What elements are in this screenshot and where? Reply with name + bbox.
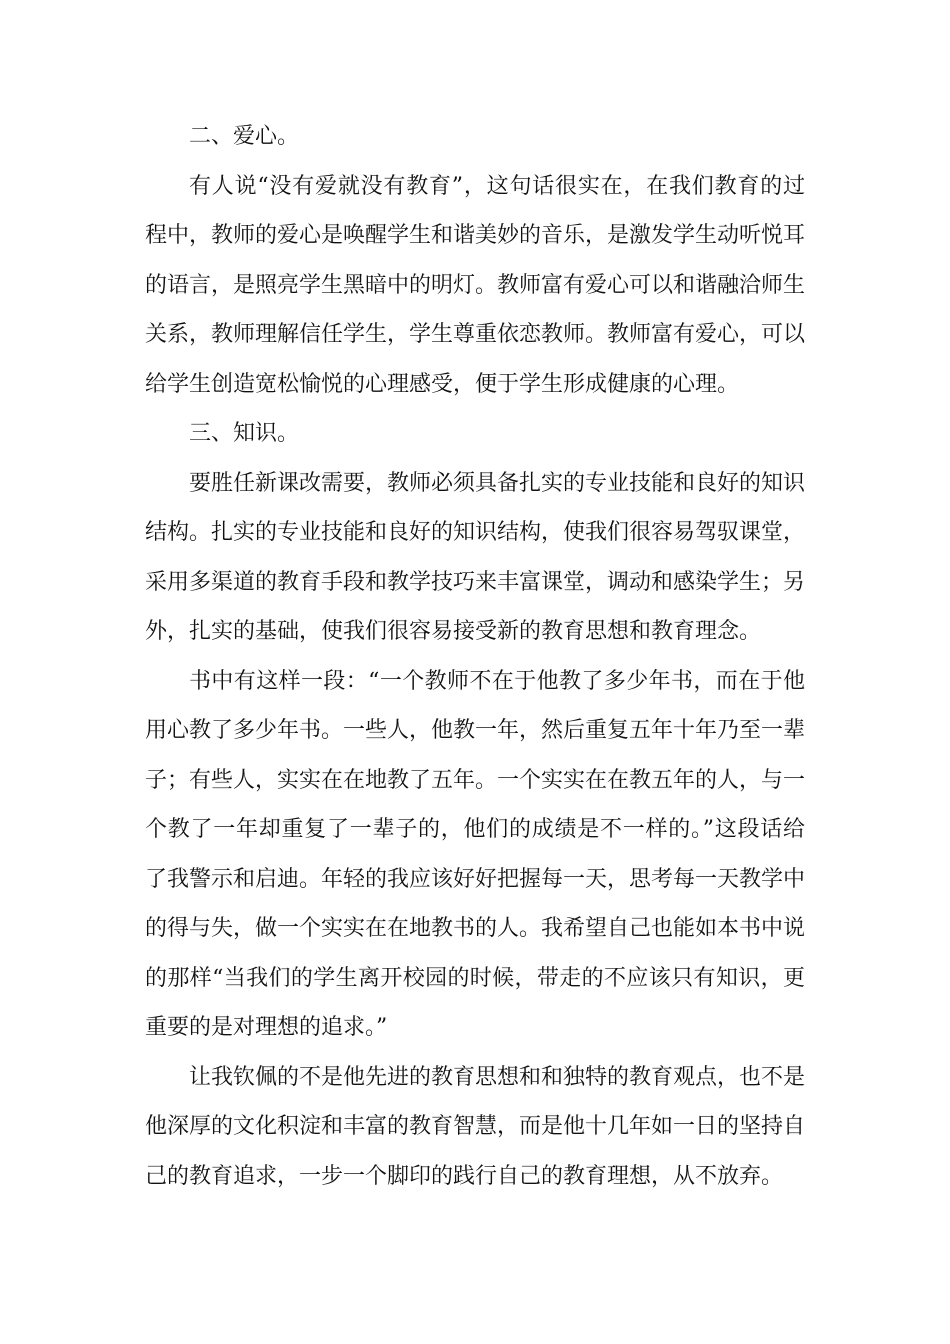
section-heading-love: 二、爱心。 — [189, 124, 300, 149]
paragraph-love: 有人说“没有爱就没有教育”，这句话很实在，在我们教育的过程中，教师的爱心是唤醒学生和谐美妙的音乐，是激发学生动听悦耳的语言，是照亮学生黑暗中的明灯。教师富有爱心可以和谐融洽师生关系，教师理解信任学生，学生尊重依恋教师。教师富有爱心，可以给学生创造宽松愉悦的心理感受，便于学生形成健康的心理。 — [145, 173, 806, 397]
document-body — [145, 112, 805, 1201]
paragraph-admiration: 让我钦佩的不是他先进的教育思想和和独特的教育观点，也不是他深厚的文化积淀和丰富的教育智慧，而是他十几年如一日的坚持自己的教育追求，一步一个脚印的践行自己的教育理想，从不放弃。 — [145, 1064, 806, 1189]
paragraph-book-quote: 书中有这样一段：“一个教师不在于他教了多少年书，而在于他用心教了多少年书。一些人，他教一年，然后重复五年十年乃至一辈子；有些人，实实在在地教了五年。一个实实在在教五年的人，与一个教了一年却重复了一辈子的，他们的成绩是不一样的。”这段话给了我警示和启迪。年轻的我应该好好把握每一天，思考每一天教学中的得与失，做一个实实在在地教书的人。我希望自己也能如本书中说的那样“当我们的学生离开校园的时候，带走的不应该只有知识，更重要的是对理想的追求。” — [145, 668, 806, 1040]
paragraph-knowledge: 要胜任新课改需要，教师必须具备扎实的专业技能和良好的知识结构。扎实的专业技能和良好的知识结构，使我们很容易驾驭课堂，采用多渠道的教育手段和教学技巧来丰富课堂，调动和感染学生；另外，扎实的基础，使我们很容易接受新的教育思想和教育理念。 — [145, 470, 806, 644]
section-heading-knowledge: 三、知识。 — [189, 421, 300, 446]
